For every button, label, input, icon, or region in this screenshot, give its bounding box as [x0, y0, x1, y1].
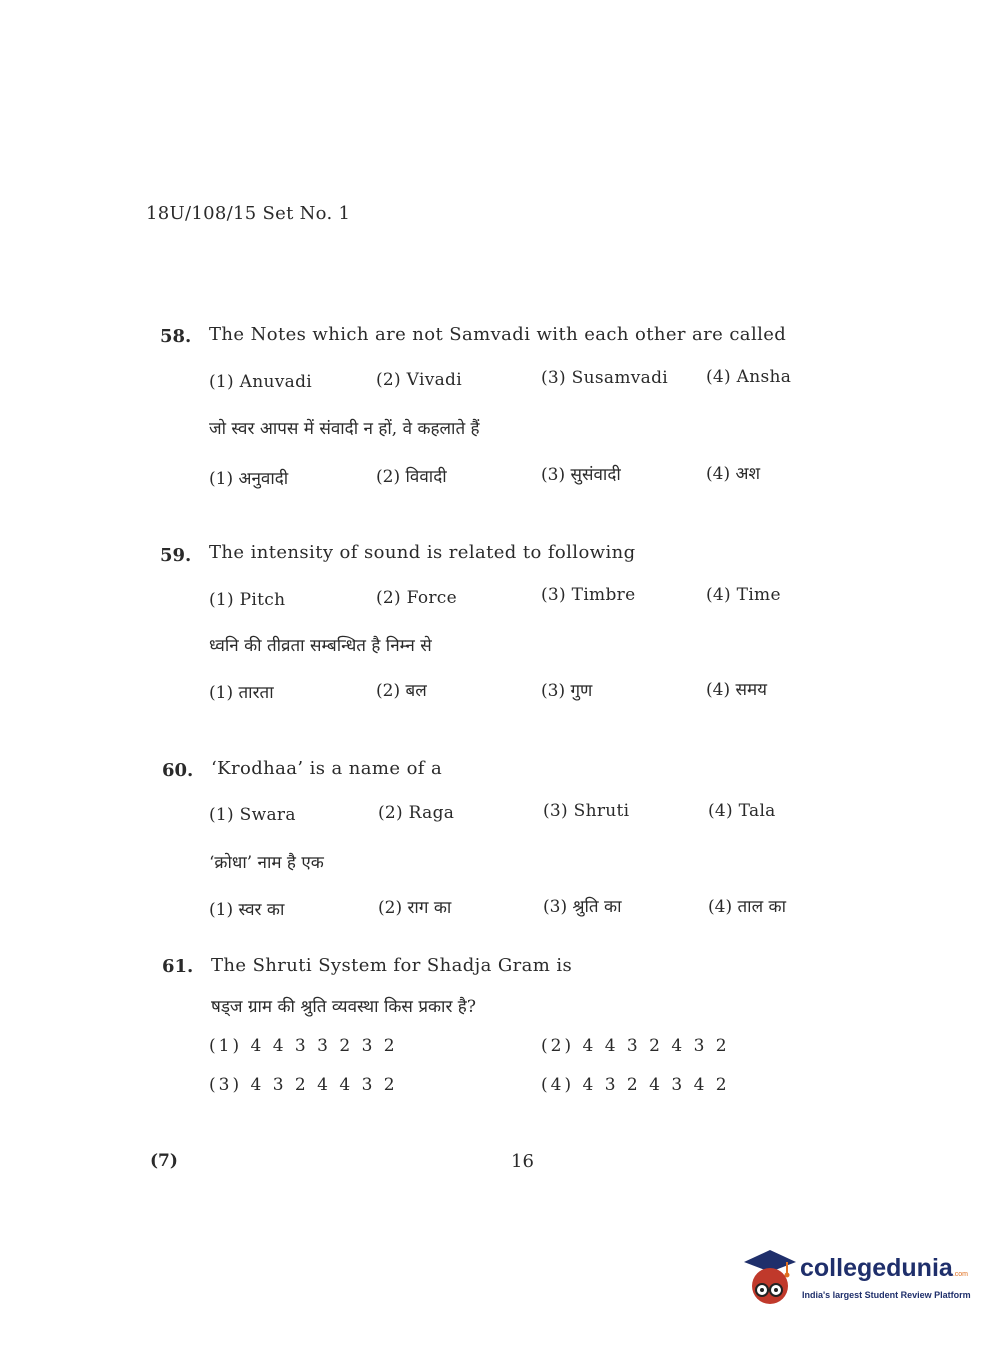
option: (2) 4 4 3 2 4 3 2: [541, 1036, 730, 1056]
option-en: (2) Vivadi: [376, 370, 462, 390]
option-en: (3) Timbre: [541, 585, 636, 605]
question-number: 59.: [160, 545, 192, 566]
option-en: (3) Susamvadi: [541, 368, 669, 388]
option-hi: (3) गुण: [541, 681, 593, 701]
question-text-en: The Shruti System for Shadja Gram is: [211, 955, 573, 976]
option-hi: (3) श्रुति का: [543, 897, 622, 917]
option-hi: (1) अनुवादी: [209, 469, 289, 489]
option-hi: (2) विवादी: [376, 467, 447, 487]
option-en: (2) Force: [376, 588, 457, 608]
page-number: 16: [511, 1151, 534, 1172]
question-number: 61.: [162, 956, 194, 977]
option: (1) 4 4 3 3 2 3 2: [209, 1036, 398, 1056]
option-en: (4) Time: [706, 585, 781, 605]
option-hi: (4) समय: [706, 680, 768, 700]
question-text-hi: जो स्वर आपस में संवादी न हों, वे कहलाते हैं: [209, 419, 480, 439]
option-hi: (1) तारता: [209, 683, 274, 703]
option-hi: (3) सुसंवादी: [541, 465, 621, 485]
option: (3) 4 3 2 4 4 3 2: [209, 1075, 398, 1095]
option-en: (4) Ansha: [706, 367, 792, 387]
option-hi: (2) बल: [376, 681, 427, 701]
question-text-hi: ‘क्रोधा’ नाम है एक: [209, 853, 324, 873]
question-text-hi: ध्वनि की तीव्रता सम्बन्धित है निम्न से: [209, 636, 432, 656]
question-text-en: The intensity of sound is related to following: [209, 542, 636, 563]
option-hi: (2) राग का: [378, 898, 452, 918]
mascot-icon: [742, 1248, 798, 1312]
option-en: (1) Anuvadi: [209, 372, 313, 392]
option-en: (3) Shruti: [543, 801, 630, 821]
option-en: (1) Swara: [209, 805, 296, 825]
logo-tagline: India's largest Student Review Platform: [802, 1290, 971, 1300]
logo-suffix: .com: [952, 1271, 968, 1278]
option-en: (2) Raga: [378, 803, 455, 823]
question-number: 58.: [160, 326, 192, 347]
footer-code: (7): [150, 1151, 178, 1171]
header-code: 18U/108/15 Set No. 1: [146, 203, 351, 224]
logo-wordmark: collegedunia: [800, 1254, 953, 1282]
option-hi: (1) स्वर का: [209, 900, 285, 920]
option-en: (4) Tala: [708, 801, 776, 821]
option-hi: (4) ताल का: [708, 897, 786, 917]
option-hi: (4) अश: [706, 464, 761, 484]
question-text-en: ‘Krodhaa’ is a name of a: [211, 758, 443, 779]
option-en: (1) Pitch: [209, 590, 286, 610]
collegedunia-logo: [742, 1248, 972, 1318]
question-text-hi: षड्ज ग्राम की श्रुति व्यवस्था किस प्रकार है?: [211, 997, 476, 1017]
option: (4) 4 3 2 4 3 4 2: [541, 1075, 730, 1095]
question-number: 60.: [162, 760, 194, 781]
question-text-en: The Notes which are not Samvadi with each other are called: [209, 324, 787, 345]
